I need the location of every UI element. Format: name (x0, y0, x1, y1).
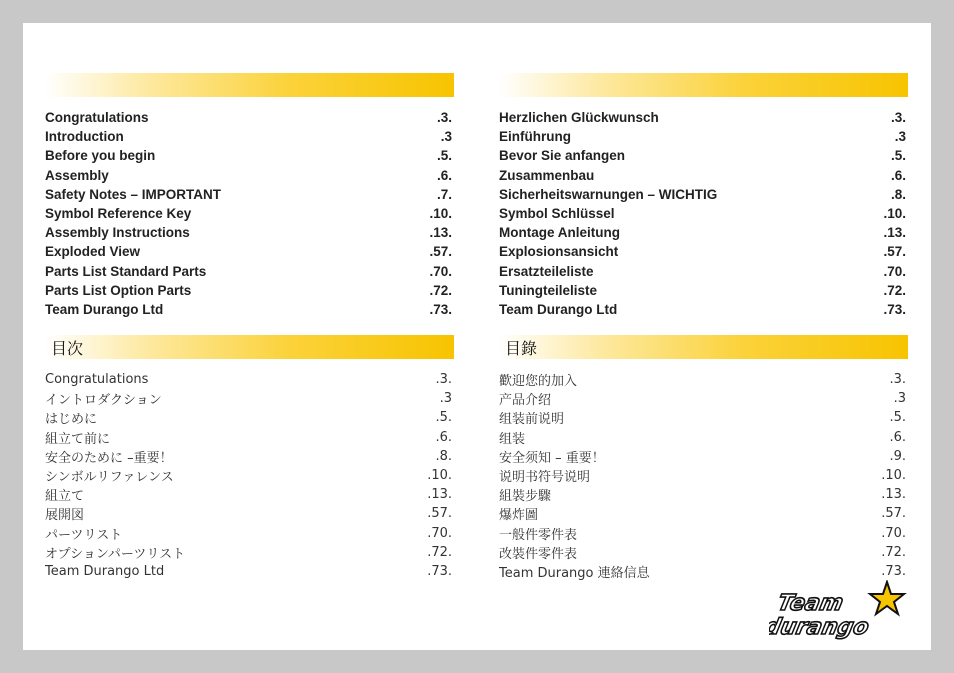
toc-entry[interactable] (45, 300, 454, 319)
toc-entry-page: .9. (889, 448, 906, 464)
toc-entry-label: 安全のために –重要！ (45, 450, 173, 466)
toc-entry-label: 说明书符号说明 (499, 470, 591, 486)
toc-page (23, 23, 931, 650)
toc-entry[interactable] (499, 524, 908, 543)
star-icon (870, 582, 904, 614)
toc-entry[interactable] (499, 108, 908, 127)
toc-entry-label: Herzlichen Glückwunsch (499, 110, 659, 126)
toc-entry[interactable] (499, 223, 908, 242)
toc-entry-page: .13. (427, 487, 452, 503)
toc-entry-label: Team Durango Ltd (45, 563, 165, 579)
toc-entry-label: 改裝件零件表 (499, 546, 578, 562)
toc-entry-page: .13. (429, 225, 452, 241)
toc-entry-label: オプションパーツリスト (45, 546, 186, 562)
toc-entry[interactable] (45, 242, 454, 261)
toc-entry-page: .10. (427, 468, 452, 484)
toc-entry-label: Assembly (45, 167, 109, 183)
toc-list (45, 370, 454, 581)
toc-entry[interactable] (499, 466, 908, 485)
toc-entry[interactable] (499, 185, 908, 204)
toc-entry[interactable] (45, 543, 454, 562)
toc-list (45, 108, 454, 319)
toc-entry-label: Bevor Sie anfangen (499, 148, 626, 164)
toc-entry-page: .10. (881, 468, 906, 484)
toc-entry-page: .72. (427, 544, 452, 560)
section-header-band (45, 335, 454, 359)
toc-entry[interactable] (45, 389, 454, 408)
toc-entry[interactable] (45, 408, 454, 427)
toc-entry-label: Explosionsansicht (499, 244, 619, 260)
toc-entry-page: .3 (439, 391, 452, 407)
toc-entry-label: Introduction (45, 129, 124, 145)
toc-entry[interactable] (499, 389, 908, 408)
toc-entry-label: Montage Anleitung (499, 225, 620, 241)
section-header-band (499, 335, 908, 359)
toc-entry[interactable] (45, 466, 454, 485)
toc-entry-label: 安全须知 – 重要！ (499, 450, 605, 466)
toc-entry-label: 产品介绍 (499, 393, 552, 409)
toc-entry-label: 組裝步驟 (499, 489, 552, 505)
toc-entry[interactable] (45, 185, 454, 204)
toc-entry-page: .7. (436, 186, 452, 202)
toc-entry-label: Team Durango 連絡信息 (499, 565, 650, 581)
toc-entry[interactable] (499, 447, 908, 466)
toc-entry-page: .5. (889, 410, 906, 426)
toc-entry-page: .57. (883, 244, 906, 260)
toc-entry-label: シンボルリファレンス (45, 470, 174, 486)
toc-entry-label: Team Durango Ltd (499, 301, 618, 317)
toc-entry[interactable] (45, 204, 454, 223)
toc-entry-page: .13. (881, 487, 906, 503)
toc-entry[interactable] (45, 428, 454, 447)
logo-text-durango: durango (769, 614, 872, 640)
toc-entry-label: パーツリスト (45, 527, 123, 543)
toc-entry[interactable] (499, 543, 908, 562)
toc-entry-label: はじめに (45, 412, 98, 428)
toc-entry-label: Assembly Instructions (45, 225, 190, 241)
toc-entry-page: .70. (881, 525, 906, 541)
toc-entry[interactable] (45, 370, 454, 389)
toc-entry[interactable] (499, 370, 908, 389)
toc-entry[interactable] (499, 281, 908, 300)
toc-entry[interactable] (45, 281, 454, 300)
toc-entry-page: .3 (440, 129, 452, 145)
toc-entry-page: .70. (427, 525, 452, 541)
toc-entry-page: .70. (429, 263, 452, 279)
toc-entry[interactable] (45, 166, 454, 185)
toc-entry[interactable] (499, 146, 908, 165)
toc-entry-label: Parts List Option Parts (45, 282, 192, 298)
toc-entry[interactable] (499, 166, 908, 185)
toc-entry-page: .10. (883, 206, 906, 222)
toc-entry-page: .6. (435, 429, 452, 445)
toc-entry[interactable] (499, 127, 908, 146)
toc-entry-label: Team Durango Ltd (45, 301, 164, 317)
section-title: 目次 (51, 339, 84, 358)
toc-entry-page: .73. (883, 301, 906, 317)
toc-list (499, 108, 908, 319)
toc-entry-page: .57. (881, 506, 906, 522)
toc-list (499, 370, 908, 581)
toc-entry[interactable] (45, 485, 454, 504)
toc-entry-label: 一般件零件表 (499, 527, 578, 543)
toc-entry[interactable] (499, 300, 908, 319)
toc-entry-page: .57. (427, 506, 452, 522)
toc-entry[interactable] (499, 428, 908, 447)
toc-entry-page: .72. (883, 282, 906, 298)
toc-entry-label: Congratulations (45, 110, 149, 126)
toc-entry-label: Tuningteileliste (499, 282, 598, 298)
toc-entry[interactable] (45, 504, 454, 523)
toc-entry[interactable] (499, 504, 908, 523)
toc-entry-label: 歡迎您的加入 (499, 374, 578, 390)
toc-entry-label: Ersatzteileliste (499, 263, 594, 279)
toc-entry-page: .3. (889, 372, 906, 388)
toc-entry[interactable] (45, 447, 454, 466)
toc-entry-page: .5. (436, 148, 452, 164)
toc-entry[interactable] (45, 146, 454, 165)
toc-section-chinese (499, 335, 908, 581)
toc-entry-page: .72. (429, 282, 452, 298)
toc-entry[interactable] (45, 562, 454, 581)
toc-entry[interactable] (45, 524, 454, 543)
toc-entry[interactable] (499, 485, 908, 504)
toc-entry-page: .6. (889, 429, 906, 445)
toc-entry-page: .3. (436, 110, 452, 126)
toc-entry-page: .72. (881, 544, 906, 560)
toc-section-english (45, 73, 454, 319)
logo-graphic (769, 580, 919, 642)
toc-entry[interactable] (499, 262, 908, 281)
toc-entry-label: Einführung (499, 129, 571, 145)
toc-entry-page: .3. (435, 372, 452, 388)
toc-entry-page: .5. (435, 410, 452, 426)
toc-entry-label: Before you begin (45, 148, 156, 164)
toc-entry-page: .10. (429, 206, 452, 222)
toc-section-japanese (45, 335, 454, 581)
toc-entry-page: .70. (883, 263, 906, 279)
toc-entry[interactable] (45, 127, 454, 146)
toc-entry-label: Symbol Reference Key (45, 206, 192, 222)
toc-entry-label: Sicherheitswarnungen – WICHTIG (499, 186, 718, 202)
toc-entry-label: 组装 (499, 431, 526, 447)
toc-entry-label: 組立て前に (45, 431, 111, 447)
team-durango-logo (769, 580, 919, 642)
toc-entry-page: .8. (890, 186, 906, 202)
toc-entry-label: 组装前说明 (499, 412, 565, 428)
toc-entry-label: 爆炸圖 (499, 508, 539, 524)
toc-entry-page: .13. (883, 225, 906, 241)
toc-entry-page: .3 (893, 391, 906, 407)
toc-entry-page: .3 (894, 129, 906, 145)
toc-entry-page: .8. (435, 448, 452, 464)
toc-entry-page: .73. (429, 301, 452, 317)
toc-entry-label: Safety Notes – IMPORTANT (45, 186, 222, 202)
toc-entry[interactable] (499, 562, 908, 581)
toc-entry-page: .6. (436, 167, 452, 183)
section-title: 目錄 (505, 339, 538, 358)
toc-entry-label: Symbol Schlüssel (499, 206, 615, 222)
toc-entry[interactable] (499, 408, 908, 427)
toc-entry-label: 組立て (45, 489, 85, 505)
toc-entry-page: .57. (429, 244, 452, 260)
toc-entry-page: .3. (890, 110, 906, 126)
toc-entry[interactable] (499, 242, 908, 261)
toc-entry-label: 展開図 (45, 508, 85, 524)
toc-entry[interactable] (499, 204, 908, 223)
toc-section-german (499, 73, 908, 319)
toc-entry-label: Congratulations (45, 372, 149, 388)
toc-entry-page: .6. (890, 167, 906, 183)
section-header-band (499, 73, 908, 97)
toc-entry[interactable] (45, 108, 454, 127)
logo-text-team: Team (775, 590, 846, 616)
toc-entry-page: .5. (890, 148, 906, 164)
section-header-band (45, 73, 454, 97)
toc-entry[interactable] (45, 223, 454, 242)
toc-entry-label: Zusammenbau (499, 167, 595, 183)
toc-entry[interactable] (45, 262, 454, 281)
toc-entry-label: イントロダクション (45, 393, 162, 409)
toc-entry-label: Parts List Standard Parts (45, 263, 207, 279)
toc-entry-page: .73. (881, 563, 906, 579)
toc-entry-label: Exploded View (45, 244, 141, 260)
toc-entry-page: .73. (427, 563, 452, 579)
